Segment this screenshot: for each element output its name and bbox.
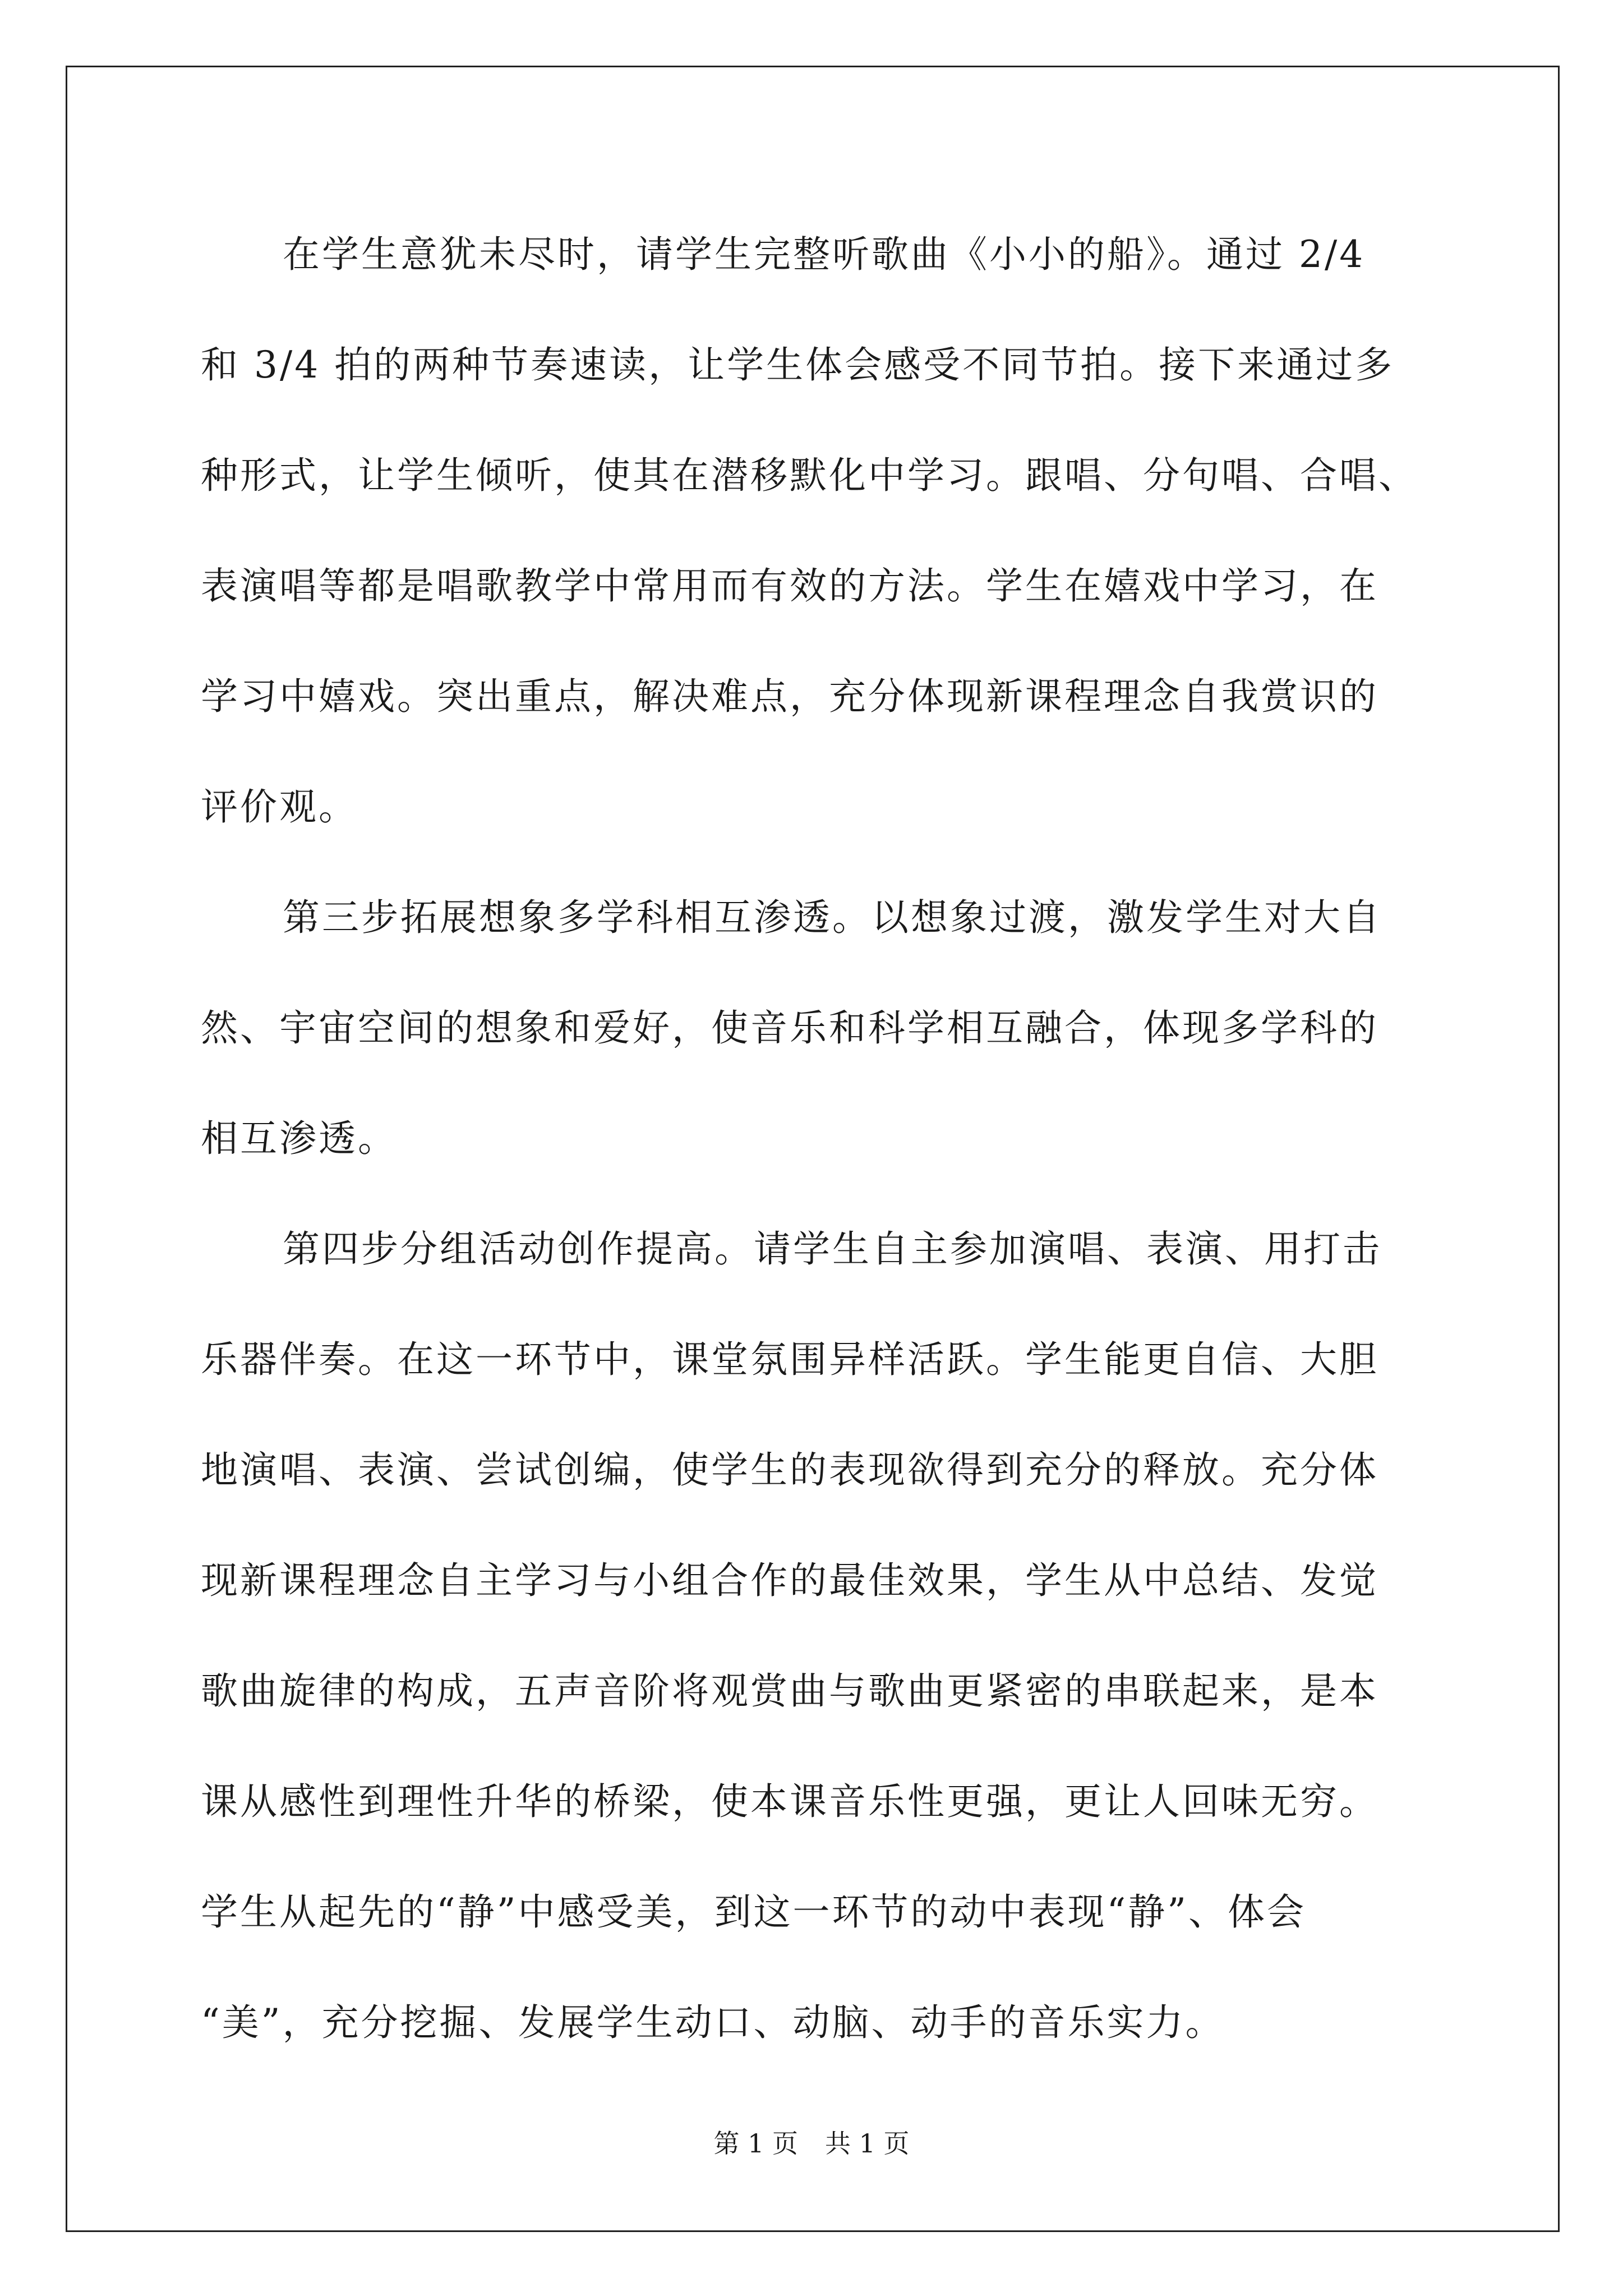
paragraph-line: “美”，充分挖掘、发展学生动口、动脑、动手的音乐实力。 [201, 2001, 1225, 2044]
page-footer [0, 2123, 1623, 2160]
paragraph-2 [201, 862, 1423, 1194]
paragraph-line: 课从感性到理性升华的桥梁，使本课音乐性更强，更让人回味无穷。 [201, 1780, 1378, 1823]
paragraph-line: 学生从起先的“静”中感受美，到这一环节的动中表现“静”、体会 [201, 1890, 1306, 1934]
paragraph-line: 地演唱、表演、尝试创编，使学生的表现欲得到充分的释放。充分体 [201, 1448, 1378, 1492]
paragraph-line: 现新课程理念自主学习与小组合作的最佳效果，学生从中总结、发觉 [201, 1559, 1378, 1602]
document-body [201, 199, 1423, 2078]
paragraph-line: 歌曲旋律的构成，五声音阶将观赏曲与歌曲更紧密的串联起来，是本 [201, 1669, 1378, 1713]
paragraph-line: 种形式，让学生倾听，使其在潜移默化中学习。跟唱、分句唱、合唱、 [201, 454, 1418, 497]
paragraph-3 [201, 1194, 1423, 2078]
paragraph-line: 表演唱等都是唱歌教学中常用而有效的方法。学生在嬉戏中学习，在 [201, 564, 1378, 608]
paragraph-line: 然、宇宙空间的想象和爱好，使音乐和科学相互融合，体现多学科的 [201, 1006, 1378, 1050]
paragraph-line: 学习中嬉戏。突出重点，解决难点，充分体现新课程理念自我赏识的 [201, 675, 1378, 718]
paragraph-line: 在学生意犹未尽时，请学生完整听歌曲《小小的船》。通过 2/4 [283, 233, 1366, 276]
page-number: 第 1 页 [713, 2128, 798, 2159]
paragraph-line: 第三步拓展想象多学科相互渗透。以想象过渡，激发学生对大自 [283, 896, 1382, 939]
paragraph-1 [201, 199, 1423, 862]
page-total: 共 1 页 [825, 2128, 910, 2159]
paragraph-line: 乐器伴奏。在这一环节中，课堂氛围异样活跃。学生能更自信、大胆 [201, 1338, 1378, 1381]
paragraph-line: 相互渗透。 [201, 1117, 397, 1160]
paragraph-line: 第四步分组活动创作提高。请学生自主参加演唱、表演、用打击 [283, 1227, 1382, 1271]
paragraph-line: 和 3/4 拍的两种节奏速读，让学生体会感受不同节拍。接下来通过多 [201, 343, 1395, 386]
paragraph-line: 评价观。 [201, 785, 358, 829]
